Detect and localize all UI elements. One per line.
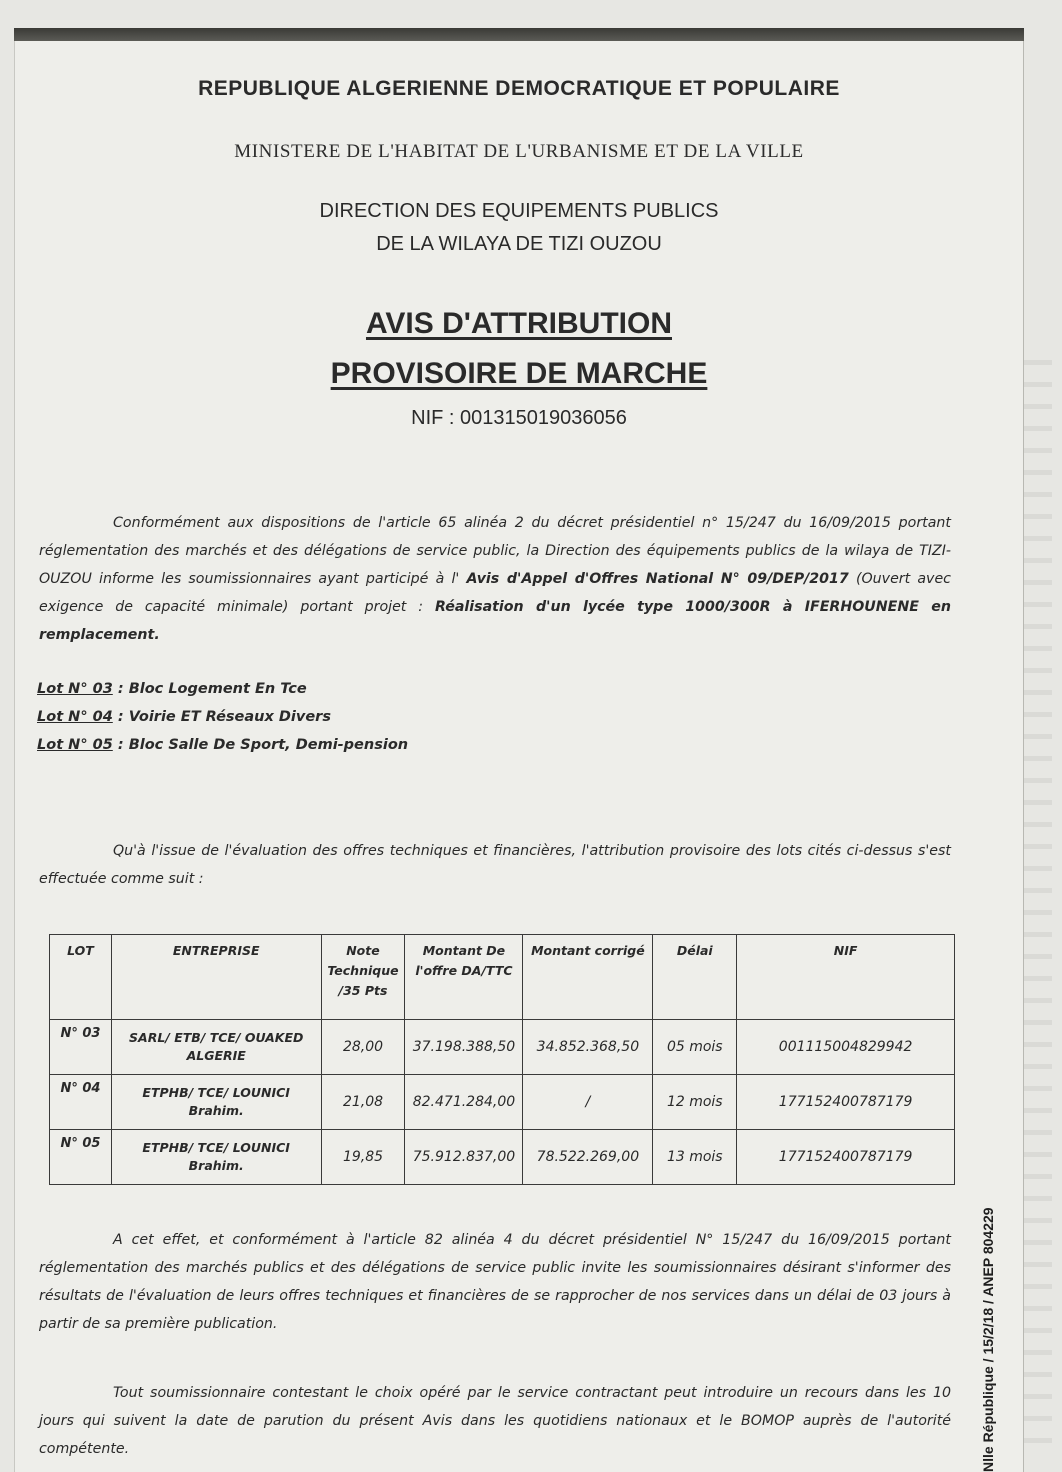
column-header-montant-corrige: Montant corrigé <box>523 935 653 1020</box>
direction-heading-line2: DE LA WILAYA DE TIZI OUZOU <box>376 233 662 255</box>
lot-description: : Voirie ET Réseaux Divers <box>112 709 331 725</box>
cell-montant-corrige: / <box>523 1075 653 1130</box>
appeal-paragraph <box>39 1379 951 1463</box>
cell-note: 21,08 <box>321 1075 405 1130</box>
transition-paragraph <box>39 837 951 893</box>
tender-reference: Avis d'Appel d'Offres National N° 09/DEP/2017 <box>466 571 849 587</box>
cell-montant: 82.471.284,00 <box>405 1075 523 1130</box>
cell-delai: 12 mois <box>653 1075 737 1130</box>
cell-montant-corrige: 34.852.368,50 <box>523 1020 653 1075</box>
nif-number: NIF : 001315019036056 <box>411 407 627 429</box>
lot-list <box>37 675 408 759</box>
cell-delai: 13 mois <box>653 1130 737 1185</box>
public-notice <box>14 41 1024 1472</box>
cell-entreprise: ETPHB/ TCE/ LOUNICI Brahim. <box>111 1130 321 1185</box>
lot-description: : Bloc Logement En Tce <box>112 681 307 697</box>
cell-entreprise: SARL/ ETB/ TCE/ OUAKED ALGERIE <box>111 1020 321 1075</box>
effect-text: A cet effet, et conformément à l'article 82 alinéa 4 du décret présidentiel N° 15/247 du 16/09/2015 portant réglementation des marchés publics et des délégations de service public invite les soumissionnaires désirant s'informer des résultats de l'évaluation de leurs offres techniques et financières de se rapprocher de nos services dans un délai de 03 jours à partir de sa première publication. <box>39 1232 951 1332</box>
list-item <box>37 731 408 759</box>
notice-title-line2: PROVISOIRE DE MARCHE <box>330 357 708 390</box>
notice-title-line1: AVIS D'ATTRIBUTION <box>365 307 672 340</box>
transition-text: Qu'à l'issue de l'évaluation des offres techniques et financières, l'attribution provisoire des lots cités ci-dessus s'est effectuée comme suit : <box>39 843 951 887</box>
cell-note: 28,00 <box>321 1020 405 1075</box>
cell-delai: 05 mois <box>653 1020 737 1075</box>
republic-heading: REPUBLIQUE ALGERIENNE DEMOCRATIQUE ET POPULAIRE <box>198 77 840 100</box>
lot-reference: Lot N° 05 <box>37 737 113 753</box>
attribution-table <box>49 934 955 1185</box>
intro-text-continued: (Ouvert avec exigence de capacité minimale) portant projet : <box>39 571 951 615</box>
list-item <box>37 703 408 731</box>
cell-nif: 001115004829942 <box>737 1020 955 1075</box>
intro-text: Conformément aux dispositions de l'article 65 alinéa 2 du décret présidentiel n° 15/247 du 16/09/2015 portant réglementation des marchés et des délégations de service public, la Direction des équipements publics de la wilaya de TIZI-OUZOU informe les soumissionnaires ayant participé à l' <box>39 515 951 587</box>
cell-lot: N° 03 <box>50 1020 112 1075</box>
publication-reference: Nlle République / 15/2/18 / ANEP 804229 <box>980 1207 996 1472</box>
lot-description: : Bloc Salle De Sport, Demi-pension <box>112 737 409 753</box>
cell-note: 19,85 <box>321 1130 405 1185</box>
top-border-bar <box>14 28 1024 41</box>
project-description: Réalisation d'un lycée type 1000/300R à IFERHOUNENE en remplacement. <box>39 599 951 643</box>
lot-reference: Lot N° 03 <box>37 681 113 697</box>
cell-montant: 37.198.388,50 <box>405 1020 523 1075</box>
cell-entreprise: ETPHB/ TCE/ LOUNICI Brahim. <box>111 1075 321 1130</box>
column-header-delai: Délai <box>653 935 737 1020</box>
column-header-montant: Montant De l'offre DA/TTC <box>405 935 523 1020</box>
appeal-text: Tout soumissionnaire contestant le choix opéré par le service contractant peut introduire un recours dans les 10 jours qui suivent la date de parution du présent Avis dans les quotidiens nationaux et le BOMOP auprès de l'autorité compétente. <box>39 1385 951 1457</box>
list-item <box>37 675 408 703</box>
lot-reference: Lot N° 04 <box>37 709 113 725</box>
ministry-heading: MINISTERE DE L'HABITAT DE L'URBANISME ET DE LA VILLE <box>234 141 804 162</box>
column-header-lot: LOT <box>50 935 112 1020</box>
table-header-row <box>50 935 955 1020</box>
cell-montant-corrige: 78.522.269,00 <box>523 1130 653 1185</box>
column-header-note: Note Technique /35 Pts <box>321 935 405 1020</box>
cell-lot: N° 05 <box>50 1130 112 1185</box>
direction-heading-line1: DIRECTION DES EQUIPEMENTS PUBLICS <box>319 200 719 222</box>
column-header-entreprise: ENTREPRISE <box>111 935 321 1020</box>
column-header-nif: NIF <box>737 935 955 1020</box>
table-row <box>50 1020 955 1075</box>
intro-paragraph <box>39 509 951 649</box>
cell-nif: 177152400787179 <box>737 1130 955 1185</box>
cell-montant: 75.912.837,00 <box>405 1130 523 1185</box>
cell-nif: 177152400787179 <box>737 1075 955 1130</box>
table-row <box>50 1130 955 1185</box>
table-row <box>50 1075 955 1130</box>
effect-paragraph <box>39 1226 951 1338</box>
cell-lot: N° 04 <box>50 1075 112 1130</box>
